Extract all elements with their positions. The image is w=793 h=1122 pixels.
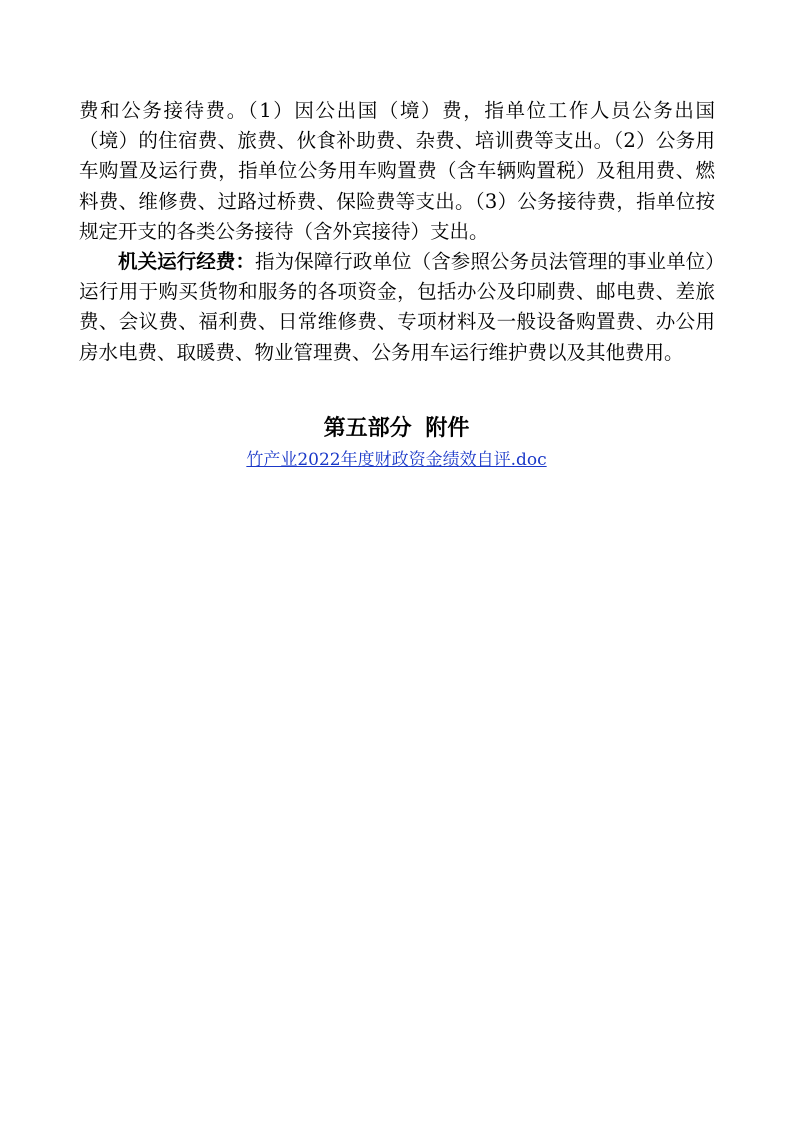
term-operating-expense: 机关运行经费：: [118, 250, 256, 274]
paragraph-public-expense-definitions: 费和公务接待费。（1）因公出国（境）费，指单位工作人员公务出国（境）的住宿费、旅费、伙食补助费、杂费、培训费等支出。（2）公务用车购置及运行费，指单位公务用车购置费（含车辆购置税）及租用费、燃料费、维修费、过路过桥费、保险费等支出。（3）公务接待费，指单位按规定开支的各类公务接待（含外宾接待）支出。: [79, 99, 715, 243]
attachment-line: [0, 447, 793, 473]
attachment-link[interactable]: 竹产业2022年度财政资金绩效自评.doc: [246, 450, 547, 470]
paragraph-operating-expense: [79, 247, 715, 368]
definition-operating-expense: 指为保障行政单位（含参照公务员法管理的事业单位）运行用于购买货物和服务的各项资金，包括办公及印刷费、邮电费、差旅费、会议费、福利费、日常维修费、专项材料及一般设备购置费、办公用房水电费、取暖费、物业管理费、公务用车运行维护费以及其他费用。: [79, 250, 715, 364]
document-body: [79, 96, 715, 368]
section-title-attachments: 第五部分 附件: [323, 415, 470, 441]
